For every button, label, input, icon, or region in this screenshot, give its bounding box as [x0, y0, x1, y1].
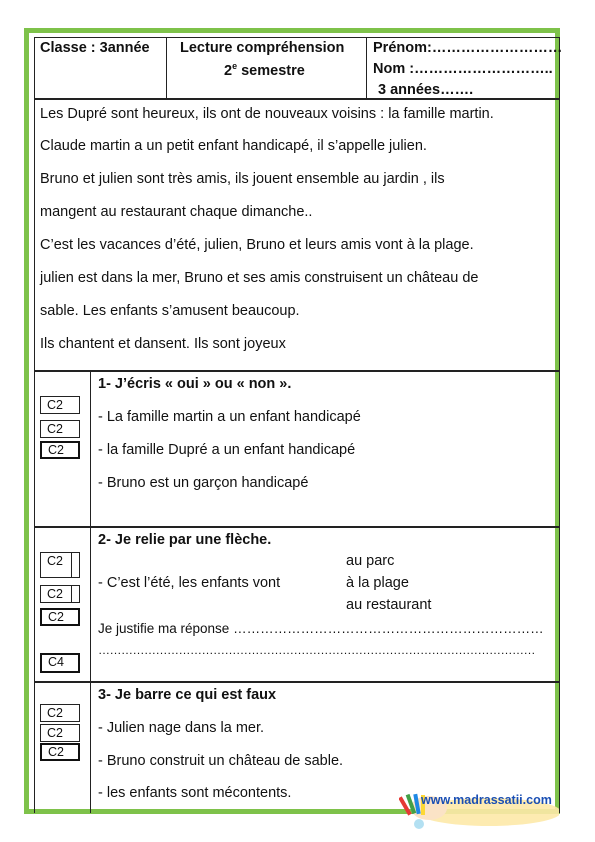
- reading-line-6: julien est dans la mer, Bruno et ses amis construisent un château de: [40, 270, 479, 286]
- exercise-2-title: 2- Je relie par une flèche.: [98, 532, 272, 548]
- exercise-1-divider: [90, 371, 91, 527]
- worksheet-title: Lecture compréhension: [180, 40, 345, 56]
- competence-tag-label: C2: [47, 554, 63, 568]
- exercise-1-item: - La famille martin a un enfant handicapé: [98, 409, 361, 425]
- firstname-field: Prénom:………………………: [373, 40, 563, 56]
- competence-tag: [40, 608, 80, 626]
- competence-tag: C4: [40, 653, 80, 673]
- exercise-3-item: - les enfants sont mécontents.: [98, 785, 292, 801]
- header-divider-1: [166, 37, 167, 99]
- competence-tag: C2: [40, 704, 80, 722]
- madrassatii-watermark: [399, 790, 559, 830]
- exercise-3-title: 3- Je barre ce qui est faux: [98, 687, 277, 703]
- reading-line-8: Ils chantent et dansent. Ils sont joyeux: [40, 336, 286, 352]
- watermark-text: www.madrassatii.com: [421, 793, 552, 807]
- header-divider-2: [366, 37, 367, 99]
- competence-tag: C2: [40, 743, 80, 761]
- reading-line-3: Bruno et julien sont très amis, ils jouent ensemble au jardin , ils: [40, 171, 445, 187]
- years-field: 3 années…….: [378, 82, 474, 98]
- exercise-3-item: - Julien nage dans la mer.: [98, 720, 265, 736]
- class-label: Classe : 3année: [40, 40, 150, 56]
- competence-tag-label: C2: [47, 587, 63, 601]
- exercise-2-divider: [90, 527, 91, 682]
- semester-label: [224, 61, 305, 79]
- name-field: Nom :………………………..: [373, 61, 553, 77]
- exercise-2-sentence: - C’est l’été, les enfants vont: [98, 575, 281, 591]
- competence-tag: [40, 552, 80, 578]
- competence-tag: C2: [40, 441, 80, 459]
- justify-line: Je justifie ma réponse ……………………………………………………………: [98, 621, 544, 636]
- exercise-3-item: - Bruno construit un château de sable.: [98, 753, 344, 769]
- exercise-2-option: au restaurant: [346, 597, 432, 613]
- exercise-3-divider: [90, 682, 91, 813]
- exercise-1-item: - Bruno est un garçon handicapé: [98, 475, 309, 491]
- competence-tag: C2: [40, 396, 80, 414]
- reading-line-7: sable. Les enfants s’amusent beaucoup.: [40, 303, 300, 319]
- exercise-1-item: - la famille Dupré a un enfant handicapé: [98, 442, 356, 458]
- competence-tag: C2: [40, 724, 80, 742]
- tag-cell: [71, 552, 80, 578]
- tag-cell: [71, 585, 80, 603]
- answer-dots-line: ……………………………………………………………………………………………………: [98, 643, 535, 657]
- semester-number: 2: [224, 62, 233, 79]
- exercise-2-box: [34, 527, 560, 682]
- competence-tag: C2: [40, 420, 80, 438]
- worksheet: [34, 37, 563, 813]
- reading-line-1: Les Dupré sont heureux, ils ont de nouveaux voisins : la famille martin.: [40, 106, 494, 122]
- exercise-1-title: 1- J’écris « oui » ou « non ».: [98, 376, 292, 392]
- semester-superscript: e: [232, 61, 238, 71]
- semester-word: semestre: [237, 62, 305, 79]
- exercise-2-option: à la plage: [346, 575, 409, 591]
- competence-tag: [40, 585, 80, 603]
- competence-tag-label: C2: [48, 610, 64, 624]
- exercise-2-option: au parc: [346, 553, 395, 569]
- reading-line-2: Claude martin a un petit enfant handicapé, il s’appelle julien.: [40, 138, 427, 154]
- reading-line-4: mangent au restaurant chaque dimanche..: [40, 204, 313, 220]
- reading-line-5: C’est les vacances d’été, julien, Bruno et leurs amis vont à la plage.: [40, 237, 474, 253]
